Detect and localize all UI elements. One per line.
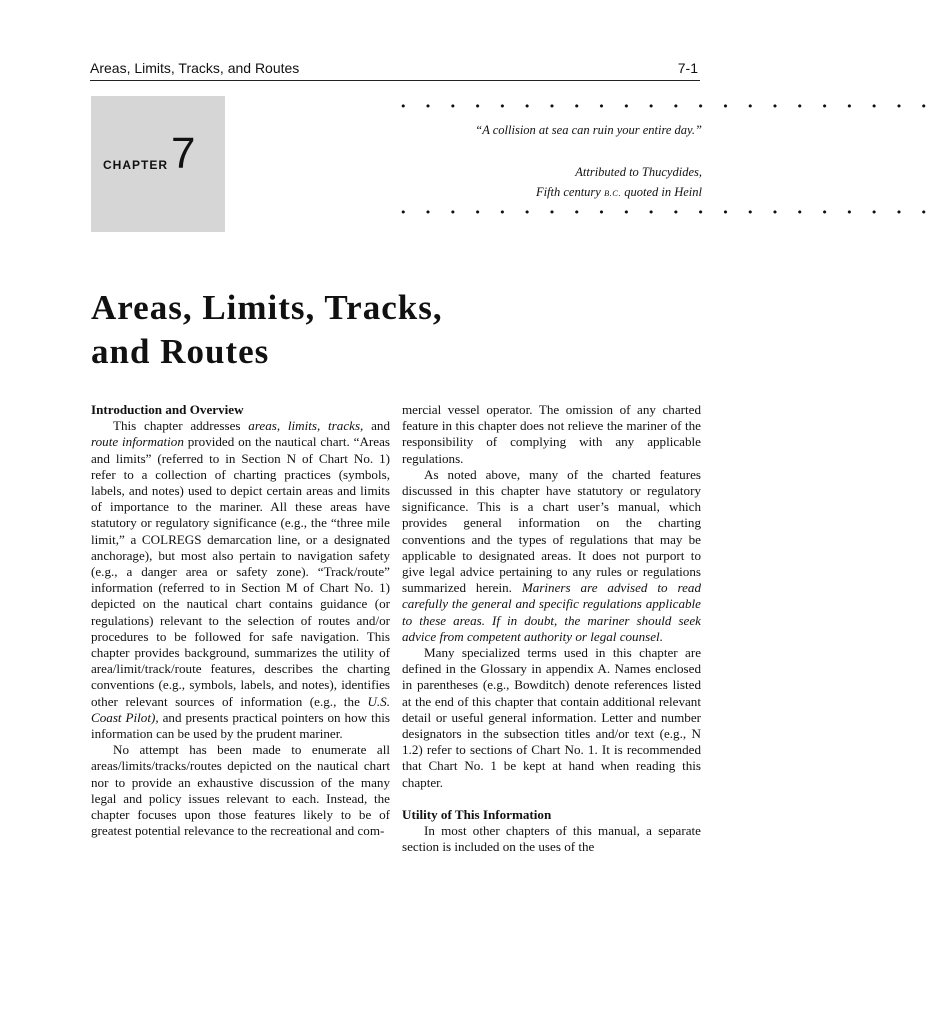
page-number: 7-1 — [677, 60, 698, 76]
intro-paragraph-2-continued: mercial vessel operator. The omission of any charted feature in this chapter does not relieve the mariner of the responsibility of complying with any applicable regulations. — [402, 402, 701, 466]
epigraph-quote: “A collision at sea can ruin your entire day.” — [475, 123, 702, 137]
text: As noted above, many of the charted features discussed in this chapter have statutory or regulatory significance. This is a chart user’s manual, which provides general information on the charting conventions and the types of regulations that may be applicable to designated areas. It does not purport to give legal advice pertaining to any rules or regulations summarized herein. — [402, 466, 701, 596]
attribution-text-end: quoted in Heinl — [621, 185, 702, 199]
text: provided on the nautical chart. “Areas and limits” (referred to in Section N of Chart No. 1) refer to a collection of charting practices (symbols, labels, and notes) used to depict certain areas and limits of importance to the mariner. All these areas have statutory or regulatory significance (e.g., the “three mile limit,” a COLREGS demarcation line, or a designated anchorage), but most also pertain to navigation safety (e.g., a danger area or safety zone). “Track/route” information (referred to in Section M of Chart No. 1) depicted on the nautical chart contains guidance (or regulations) relevant to the selection of routes and/or procedures to be followed for safe navigation. This chapter provides background, summarizes the utility of area/limit/track/route features, describes the charting conventions (e.g., symbols, labels, and notes), identifies other relevant sources of information (e.g., the — [91, 434, 390, 709]
italic-text: route information — [91, 434, 184, 450]
page-title-line-1: Areas, Limits, Tracks, — [91, 288, 443, 327]
running-head — [90, 58, 700, 81]
section-heading-introduction: Introduction and Overview — [91, 402, 244, 417]
utility-paragraph-1: In most other chapters of this manual, a separate section is included on the uses of the — [402, 823, 701, 855]
chapter-number: 7 — [171, 129, 196, 178]
italic-text: areas, limits, tracks, — [248, 418, 364, 434]
attribution-text: Fifth century — [535, 185, 604, 199]
left-column — [91, 402, 390, 839]
intro-paragraph-3 — [402, 467, 701, 645]
text: This chapter addresses — [113, 418, 249, 434]
text: and — [363, 418, 390, 434]
intro-paragraph-2: No attempt has been made to enumerate all areas/limits/tracks/routes depicted on the nautical chart nor to provide an exhaustive discussion of the many legal and policy issues relevant to each. Instead, the chapter focuses upon those features likely to be of greatest potential relevance to the recreational and com- — [91, 742, 390, 839]
page-title — [91, 286, 711, 374]
chapter-box — [91, 96, 225, 232]
intro-paragraph-1 — [91, 418, 390, 742]
epigraph-top-rule: • • • • • • • • • • • • • • • • • • • • • • — [400, 100, 934, 113]
page-title-line-2: and Routes — [91, 332, 270, 371]
running-head-title: Areas, Limits, Tracks, and Routes — [90, 60, 300, 76]
attribution-bc: B.C. — [603, 188, 622, 198]
epigraph-attribution-2 — [400, 184, 702, 201]
epigraph-bottom-rule: • • • • • • • • • • • • • • • • • • • • • • — [400, 206, 934, 219]
right-column — [402, 402, 701, 855]
chapter-label: CHAPTER — [103, 158, 169, 172]
section-heading-utility: Utility of This Information — [402, 806, 552, 822]
italic-text: U.S. Coast Pilot), — [91, 693, 390, 725]
intro-paragraph-4: Many specialized terms used in this chapter are defined in the Glossary in appendix A. Names enclosed in parentheses (e.g., Bowditch) denote references listed at the end of this chapter that contain additional relevant detail or useful general information. Letter and number designators in the subsection titles and/or text (e.g., N 1.2) refer to sections of Chart No. 1. It is recommended that Chart No. 1 be kept at hand when reading this chapter. — [402, 645, 701, 790]
italic-text: Mariners are advised to read carefully the general and specific regulations applicable to these areas. If in doubt, the mariner should seek advice from competent authority or legal counsel. — [402, 580, 702, 644]
text: and presents practical pointers on how this information can be used by the prudent mariner. — [91, 709, 390, 742]
epigraph-attribution-1: Attributed to Thucydides, — [575, 165, 702, 179]
